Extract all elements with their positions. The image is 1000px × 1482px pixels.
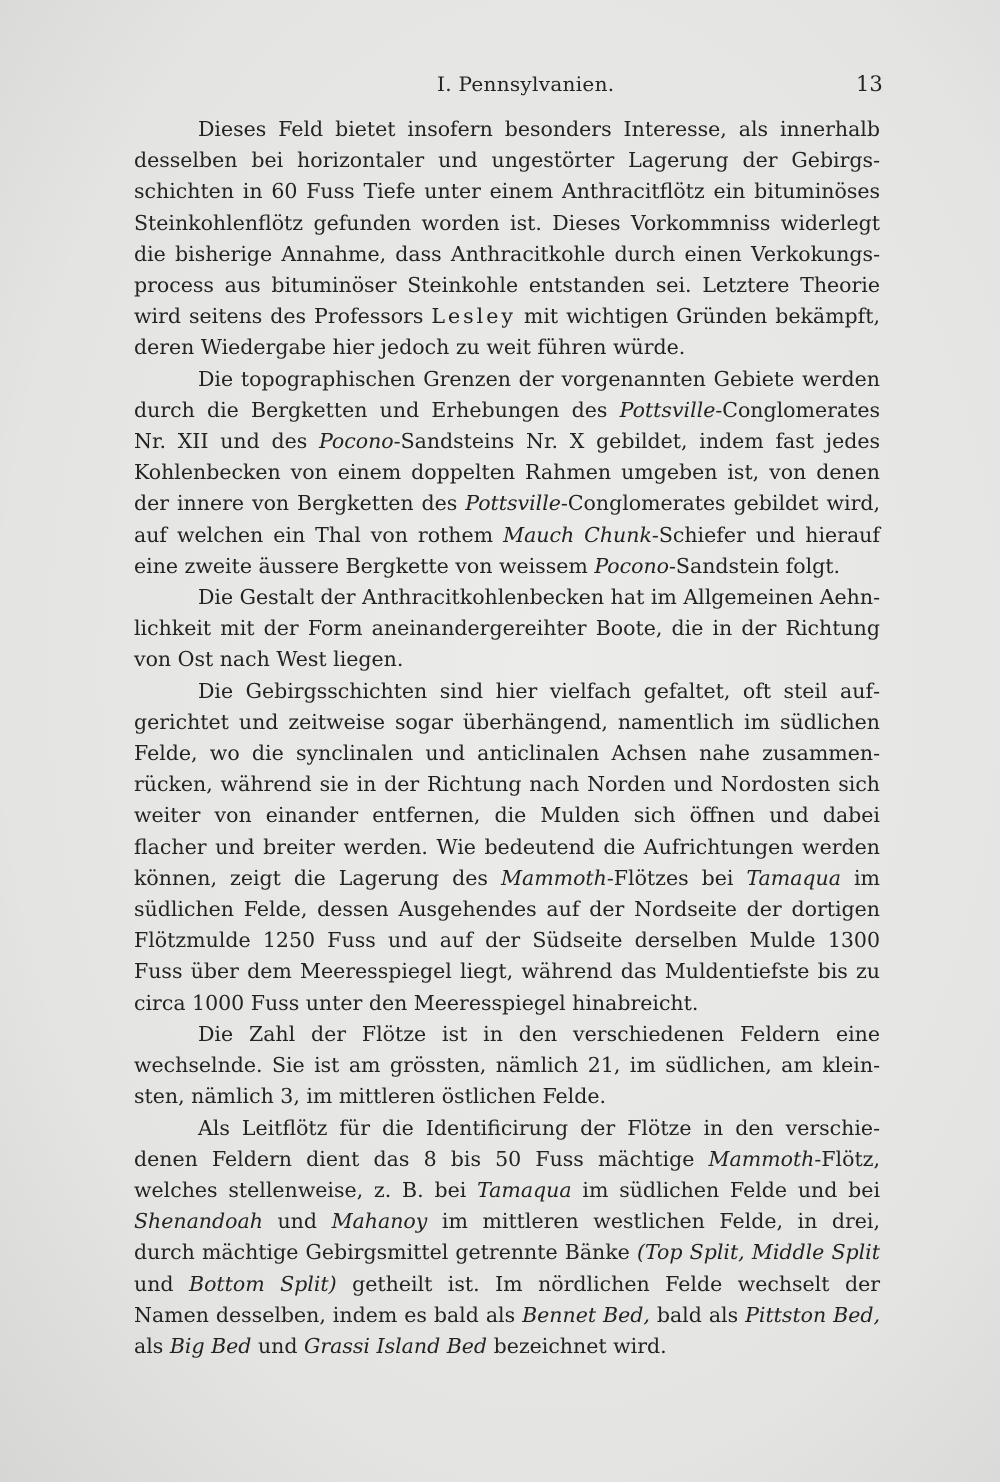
text-run: -Conglomerates gebildet wird, auf welchen ein Thal von rothem bbox=[134, 491, 881, 547]
paragraph bbox=[134, 676, 880, 1019]
text-run: -Sandsteins Nr. X gebildet, indem fast jedes Kohlenbecken von einem doppelten Rahmen umgeben ist, von denen der innere von Bergketten des bbox=[134, 429, 880, 516]
text-run: und bbox=[251, 1333, 304, 1358]
italic-term: Tamaqua bbox=[746, 865, 841, 890]
text-run: bald als bbox=[649, 1302, 746, 1327]
text-run: getheilt ist. Im nördlichen Felde wechselt der Namen desselben, indem es bald als bbox=[134, 1271, 880, 1327]
italic-term: Mammoth bbox=[500, 865, 607, 890]
text-run: und bbox=[134, 1271, 189, 1296]
paragraph bbox=[134, 114, 880, 364]
paragraph bbox=[134, 1019, 880, 1113]
text-run: -Flötzes bei bbox=[606, 865, 747, 890]
text-run: und bbox=[262, 1209, 332, 1234]
italic-term: Mahanoy bbox=[331, 1209, 428, 1234]
body-text bbox=[134, 114, 880, 1362]
spaced-name: Lesley bbox=[431, 304, 516, 329]
text-run: -Flötz, welches stellenweise, z. B. bei bbox=[134, 1146, 880, 1202]
italic-term: Pottsville bbox=[619, 397, 716, 422]
text-run: -Schiefer und hierauf eine zweite äussere Bergkette von weissem bbox=[134, 522, 880, 578]
text-run: Die Gebirgsschichten sind hier vielfach gefaltet, oft steil aufgerichtet und zeitweise sogar überhängend, namentlich im südlichen Felde, wo die synclinalen und anticlinalen Achsen nahe zusammenrücken, während sie in der Richtung nach Norden und Nordosten sich weiter von einander entfernen, die Mulden sich öffnen und dabei flacher und breiter werden. Wie bedeutend die Aufrichtungen werden können, zeigt die Lagerung des bbox=[134, 678, 880, 890]
italic-term: Bottom Split) bbox=[189, 1271, 337, 1296]
italic-term: Pittston Bed, bbox=[745, 1302, 881, 1327]
text-run: Die Gestalt der Anthracitkohlenbecken hat im Allgemeinen Aehnlichkeit mit der Form aneinandergereihter Boote, die in der Richtung von Ost nach West liegen. bbox=[134, 585, 880, 672]
text-run: Als Leitflötz für die Identificirung der Flötze in den verschiedenen Feldern dient das 8 bis 50 Fuss mächtige bbox=[134, 1115, 880, 1171]
text-run: im mittleren westlichen Felde, in drei, durch mächtige Gebirgsmittel getrennte Bänke bbox=[134, 1209, 881, 1265]
page-header bbox=[0, 72, 1000, 102]
text-run: -Sandstein folgt. bbox=[669, 553, 841, 578]
text-run: -Conglomerates Nr. XII und des bbox=[134, 397, 880, 454]
paragraph bbox=[134, 1113, 880, 1363]
italic-term: (Top Split, Middle Split bbox=[636, 1240, 880, 1265]
italic-term: Grassi Island Bed bbox=[303, 1333, 488, 1358]
text-run: Dieses Feld bietet insofern besonders Interesse, als innerhalb desselben bei horizontaler und ungestörter Lagerung der Gebirgsschichten in 60 Fuss Tiefe unter einem Anthracitflötz ein bituminöses Steinkohlenflötz gefunden worden ist. Dieses Vorkommniss widerlegt die bisherige Annahme, dass Anthracitkohle durch einen Verkokungsprocess aus bituminöser Steinkohle entstanden sei. Letztere Theorie wird seitens des Professors bbox=[134, 117, 880, 329]
italic-term: Pottsville bbox=[465, 491, 561, 516]
italic-term: Pocono bbox=[318, 429, 394, 454]
page-number: 13 bbox=[856, 72, 883, 96]
text-run: im südlichen Felde und bei bbox=[571, 1177, 880, 1202]
text-run: Die Zahl der Flötze ist in den verschiedenen Feldern eine wechselnde. Sie ist am grössten, nämlich 21, im südlichen, am kleinsten, nämlich 3, im mittleren östlichen Felde. bbox=[134, 1021, 880, 1109]
text-run: als bbox=[134, 1333, 170, 1358]
italic-term: Big Bed bbox=[169, 1333, 252, 1358]
paragraph bbox=[134, 582, 880, 676]
text-run: mit wichtigen Gründen bekämpft, deren Wiedergabe hier jedoch zu weit führen würde. bbox=[134, 304, 880, 360]
text-run: bezeichnet wird. bbox=[487, 1333, 667, 1358]
text-run: im südlichen Felde, dessen Ausgehendes auf der Nordseite der dortigen Flötzmulde 1250 Fuss und auf der Südseite derselben Mulde 1300 Fuss über dem Meeresspiegel liegt, während das Muldentiefste bis zu circa 1000 Fuss unter den Meeresspiegel hinabreicht. bbox=[134, 865, 880, 1015]
italic-term: Tamaqua bbox=[477, 1177, 572, 1202]
running-title: I. Pennsylvanien. bbox=[437, 72, 615, 96]
paragraph bbox=[134, 364, 880, 582]
italic-term: Mammoth bbox=[708, 1146, 815, 1171]
italic-term: Pocono bbox=[594, 553, 669, 578]
italic-term: Mauch Chunk bbox=[503, 522, 652, 547]
italic-term: Bennet Bed, bbox=[522, 1302, 650, 1327]
text-run: Die topographischen Grenzen der vorgenannten Gebiete werden durch die Bergketten und Erhebungen des bbox=[134, 366, 880, 422]
italic-term: Shenandoah bbox=[134, 1209, 263, 1234]
